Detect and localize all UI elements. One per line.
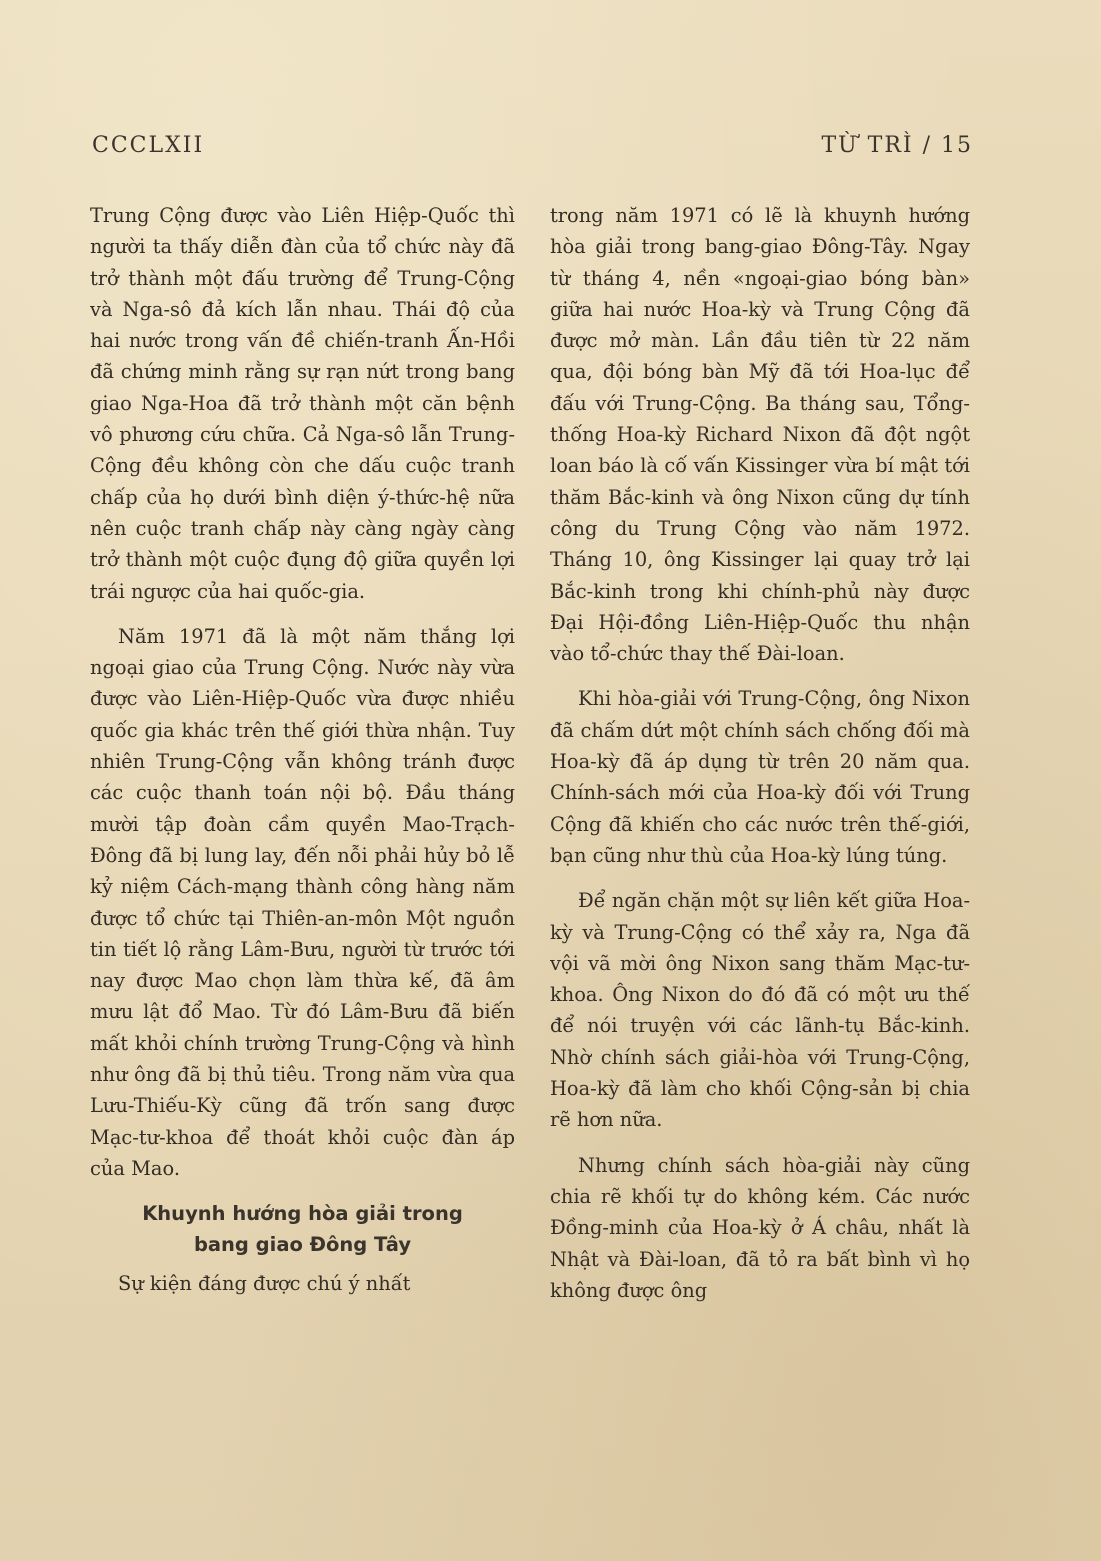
section-heading-line: Khuynh hướng hòa giải trong <box>142 1202 463 1226</box>
paragraph: Năm 1971 đã là một năm thắng lợi ngoại giao của Trung Cộng. Nước này vừa được vào Liên-Hiệp-Quốc vừa được nhiều quốc gia khác trên thế giới thừa nhận. Tuy nhiên Trung-Cộng vẫn không tránh được các cuộc thanh toán nội bộ. Đầu tháng mười tập đoàn cầm quyền Mao-Trạch-Đông đã bị lung lay, đến nỗi phải hủy bỏ lễ kỷ niệm Cách-mạng thành công hàng năm được tổ chức tại Thiên-an-môn Một nguồn tin tiết lộ rằng Lâm-Bưu, người từ trước tới nay được Mao chọn làm thừa kế, đã âm mưu lật đổ Mao. Từ đó Lâm-Bưu đã biến mất khỏi chính trường Trung-Cộng và hình như ông đã bị thủ tiêu. Trong năm vừa qua Lưu-Thiếu-Kỳ cũng đã trốn sang được Mạc-tư-khoa để thoát khỏi cuộc đàn áp của Mao. <box>90 624 515 1180</box>
paragraph: Trung Cộng được vào Liên Hiệp-Quốc thì người ta thấy diễn đàn của tổ chức này đã trở thành một đấu trường để Trung-Cộng và Nga-sô đả kích lẫn nhau. Thái độ của hai nước trong vấn đề chiến-tranh Ấn-Hồi đã chứng minh rằng sự rạn nứt trong bang giao Nga-Hoa đã trở thành một căn bệnh vô phương cứu chữa. Cả Nga-sô lẫn Trung-Cộng đều không còn che dấu cuộc tranh chấp của họ dưới bình diện ý-thức-hệ nữa nên cuộc tranh chấp này càng ngày càng trở thành một cuộc đụng độ giữa quyền lợi trái ngược của hai quốc-gia. <box>90 204 515 603</box>
paragraph: Để ngăn chặn một sự liên kết giữa Hoa-kỳ và Trung-Cộng có thể xảy ra, Nga đã vội vã mời ông Nixon sang thăm Mạc-tư-khoa. Ông Nixon do đó đã có một ưu thế để nói truyện với các lãnh-tụ Bắc-kinh. Nhờ chính sách giải-hòa với Trung-Cộng, Hoa-kỳ đã làm cho khối Cộng-sản bị chia rẽ hơn nữa. <box>550 889 970 1132</box>
publication-page: TỪ TRÌ / 15 <box>821 132 973 158</box>
paragraph: Nhưng chính sách hòa-giải này cũng chia rẽ khối tự do không kém. Các nước Đồng-minh của Hoa-kỳ ở Á châu, nhất là Nhật và Đài-loan, đã tỏ ra bất bình vì họ không được ông <box>550 1153 970 1302</box>
section-heading-line: bang giao Đông Tây <box>193 1233 412 1257</box>
page-header <box>92 128 973 162</box>
right-column <box>550 200 970 1440</box>
left-column <box>90 200 515 1440</box>
paragraph: trong năm 1971 có lẽ là khuynh hướng hòa giải trong bang-giao Đông-Tây. Ngay từ tháng 4, nền «ngoại-giao bóng bàn» giữa hai nước Hoa-kỳ và Trung Cộng đã được mở màn. Lần đầu tiên từ 22 năm qua, đội bóng bàn Mỹ đã tới Hoa-lục để đấu với Trung-Cộng. Ba tháng sau, Tổng-thống Hoa-kỳ Richard Nixon đã đột ngột loan báo là cố vấn Kissinger vừa bí mật tới thăm Bắc-kinh và ông Nixon cũng dự tính công du Trung Cộng vào năm 1972. Tháng 10, ông Kissinger lại quay trở lại Bắc-kinh trong khi chính-phủ này được Đại Hội-đồng Liên-Hiệp-Quốc thu nhận vào tổ-chức thay thế Đài-loan. <box>550 204 970 666</box>
paragraph: Sự kiện đáng được chú ý nhất <box>118 1272 411 1296</box>
issue-number: CCCLXII <box>92 132 205 158</box>
article-body <box>90 200 970 1440</box>
paragraph: Khi hòa-giải với Trung-Cộng, ông Nixon đã chấm dứt một chính sách chống đối mà Hoa-kỳ đã áp dụng từ trên 20 năm qua. Chính-sách mới của Hoa-kỳ đối với Trung Cộng đã khiến cho các nước trên thế-giới, bạn cũng như thù của Hoa-kỳ lúng túng. <box>550 687 970 867</box>
section-heading <box>90 1198 515 1260</box>
